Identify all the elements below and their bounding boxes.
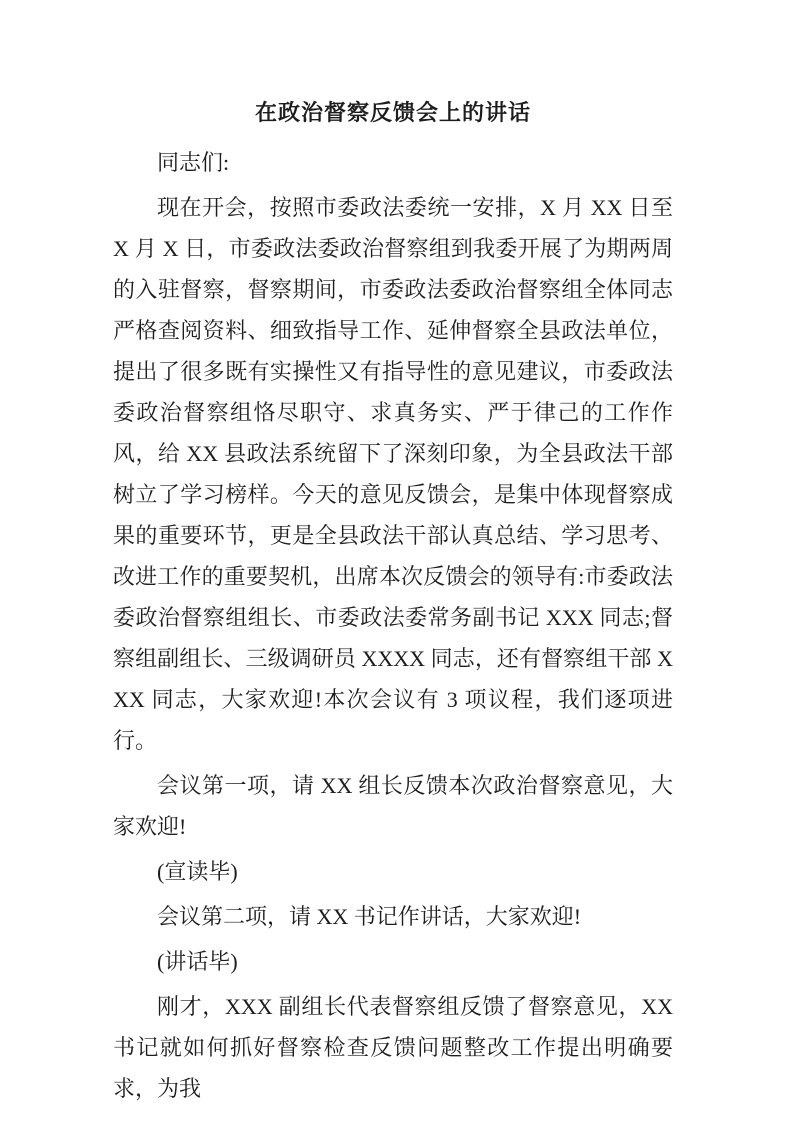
paragraph: 会议第二项，请 XX 书记作讲话，大家欢迎! bbox=[157, 904, 582, 929]
paragraph: 刚才，XXX 副组长代表督察组反馈了督察意见，XX 书记就如何抓好督察检查反馈问题整改工作提出明确要求，为我 bbox=[113, 994, 673, 1101]
document-body bbox=[113, 142, 673, 1109]
salutation: 同志们: bbox=[157, 150, 230, 175]
paragraph: 现在开会，按照市委政法委统一安排，X 月 XX 日至 X 月 X 日，市委政法委政治督察组到我委开展了为期两周的入驻督察，督察期间，市委政法委政治督察组全体同志严格查阅资料、细致指导工作、延伸督察全县政法单位，提出了很多既有实操性又有指导性的意见建议，市委政法委政治督察组恪尽职守、求真务实、严于律己的工作作风，给 XX 县政法系统留下了深刻印象，为全县政法干部树立了学习榜样。今天的意见反馈会，是集中体现督察成果的重要环节，更是全县政法干部认真总结、学习思考、改进工作的重要契机，出席本次反馈会的领导有:市委政法委政治督察组组长、市委政法委常务副书记 XXX 同志;督察组副组长、三级调研员 XXXX 同志，还有督察组干部 XXX 同志，大家欢迎!本次会议有 3 项议程，我们逐项进行。 bbox=[113, 195, 673, 753]
paragraph: 会议第一项，请 XX 组长反馈本次政治督察意见，大家欢迎! bbox=[113, 773, 673, 839]
paragraph: (讲话毕) bbox=[157, 949, 238, 974]
document-title: 在政治督察反馈会上的讲话 bbox=[254, 100, 531, 125]
paragraph: (宣读毕) bbox=[157, 859, 238, 884]
